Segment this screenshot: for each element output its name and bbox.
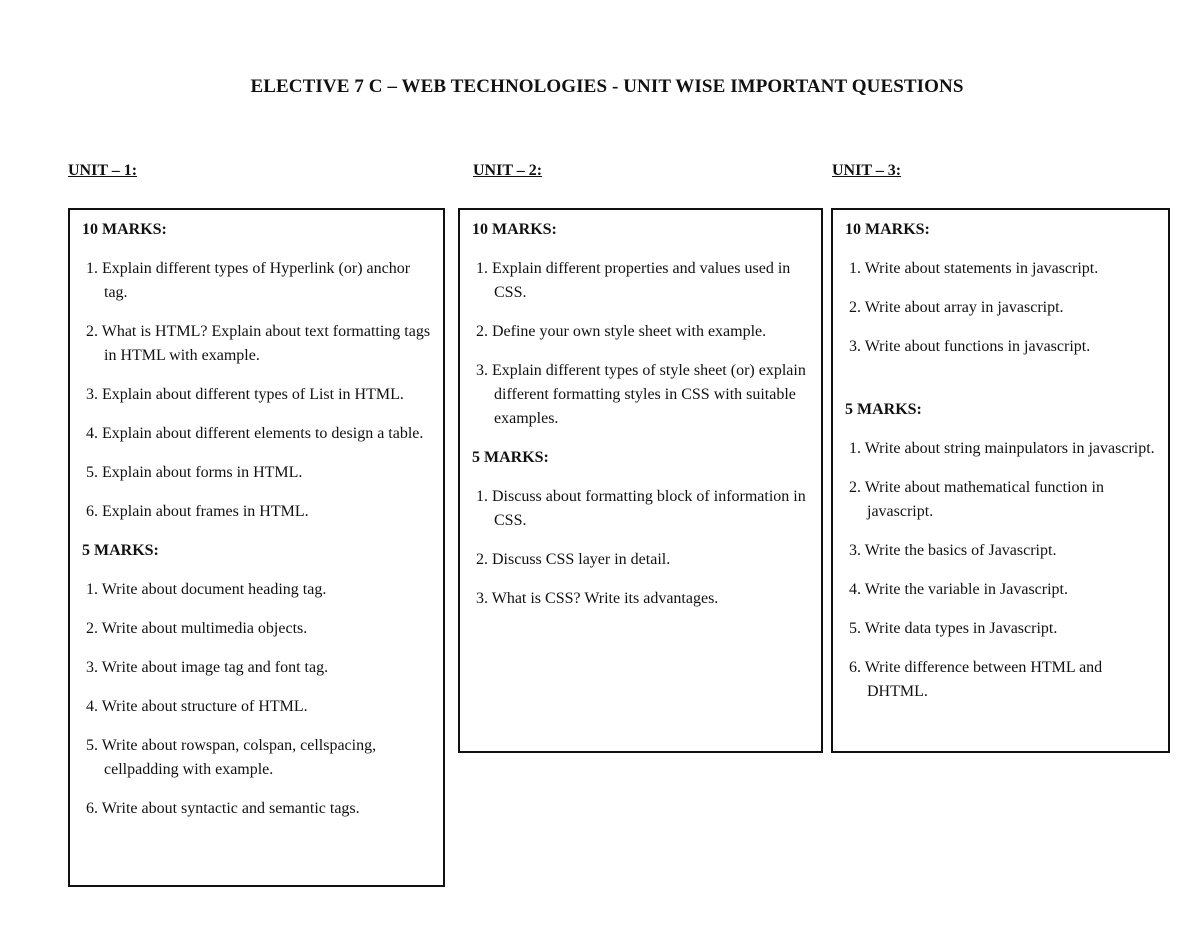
unit-1-10m-q5: 5. Explain about forms in HTML. xyxy=(86,464,303,481)
unit-2-10m-q1: 1. Explain different properties and values used in CSS. xyxy=(476,260,791,301)
unit-1-heading: UNIT – 1: xyxy=(68,162,138,179)
unit-1-10m-q4: 4. Explain about different elements to design a table. xyxy=(86,425,424,442)
unit-3-5m-q2: 2. Write about mathematical function in javascript. xyxy=(849,479,1104,520)
unit-1-10m-q2: 2. What is HTML? Explain about text formatting tags in HTML with example. xyxy=(86,323,431,364)
unit-3-5m-q3: 3. Write the basics of Javascript. xyxy=(849,542,1057,559)
unit-3-5-marks-label: 5 MARKS: xyxy=(845,401,922,418)
unit-1-5-marks-label: 5 MARKS: xyxy=(82,542,159,559)
unit-2-5m-q2: 2. Discuss CSS layer in detail. xyxy=(476,551,671,568)
unit-3-10m-q2: 2. Write about array in javascript. xyxy=(849,299,1064,316)
unit-3-5m-q5: 5. Write data types in Javascript. xyxy=(849,620,1058,637)
unit-3-10m-q3: 3. Write about functions in javascript. xyxy=(849,338,1091,355)
unit-1-box xyxy=(68,208,445,887)
unit-3-5m-q4: 4. Write the variable in Javascript. xyxy=(849,581,1068,598)
unit-2-5m-q3: 3. What is CSS? Write its advantages. xyxy=(476,590,719,607)
unit-3-box xyxy=(831,208,1170,753)
unit-3-5m-q6: 6. Write difference between HTML and DHTML. xyxy=(849,659,1103,700)
unit-1-5m-q2: 2. Write about multimedia objects. xyxy=(86,620,308,637)
unit-2-10m-q3: 3. Explain different types of style sheet (or) explain different formatting styles in CSS with suitable examples. xyxy=(476,362,806,427)
unit-1-5m-q1: 1. Write about document heading tag. xyxy=(86,581,327,598)
unit-3-10m-q1: 1. Write about statements in javascript. xyxy=(849,260,1099,277)
page-title: ELECTIVE 7 C – WEB TECHNOLOGIES - UNIT WISE IMPORTANT QUESTIONS xyxy=(250,76,964,97)
unit-2-5m-q1: 1. Discuss about formatting block of information in CSS. xyxy=(476,488,806,529)
unit-1-5m-q5: 5. Write about rowspan, colspan, cellspacing, cellpadding with example. xyxy=(86,737,377,778)
unit-3-10-marks-label: 10 MARKS: xyxy=(845,221,930,238)
unit-1-10-marks-label: 10 MARKS: xyxy=(82,221,167,238)
unit-2-heading: UNIT – 2: xyxy=(473,162,543,179)
unit-2-box xyxy=(458,208,823,753)
unit-3-5m-q1: 1. Write about string mainpulators in javascript. xyxy=(849,440,1155,457)
unit-2-5-marks-label: 5 MARKS: xyxy=(472,449,549,466)
unit-3-heading: UNIT – 3: xyxy=(832,162,902,179)
unit-2-10m-q2: 2. Define your own style sheet with example. xyxy=(476,323,767,340)
section-spacer xyxy=(845,374,1156,398)
unit-1-5m-q6: 6. Write about syntactic and semantic tags. xyxy=(86,800,360,817)
unit-1-5m-q3: 3. Write about image tag and font tag. xyxy=(86,659,329,676)
unit-1-10m-q3: 3. Explain about different types of List in HTML. xyxy=(86,386,404,403)
unit-1-10m-q6: 6. Explain about frames in HTML. xyxy=(86,503,309,520)
unit-2-10-marks-label: 10 MARKS: xyxy=(472,221,557,238)
unit-1-10m-q1: 1. Explain different types of Hyperlink (or) anchor tag. xyxy=(86,260,411,301)
unit-1-5m-q4: 4. Write about structure of HTML. xyxy=(86,698,308,715)
